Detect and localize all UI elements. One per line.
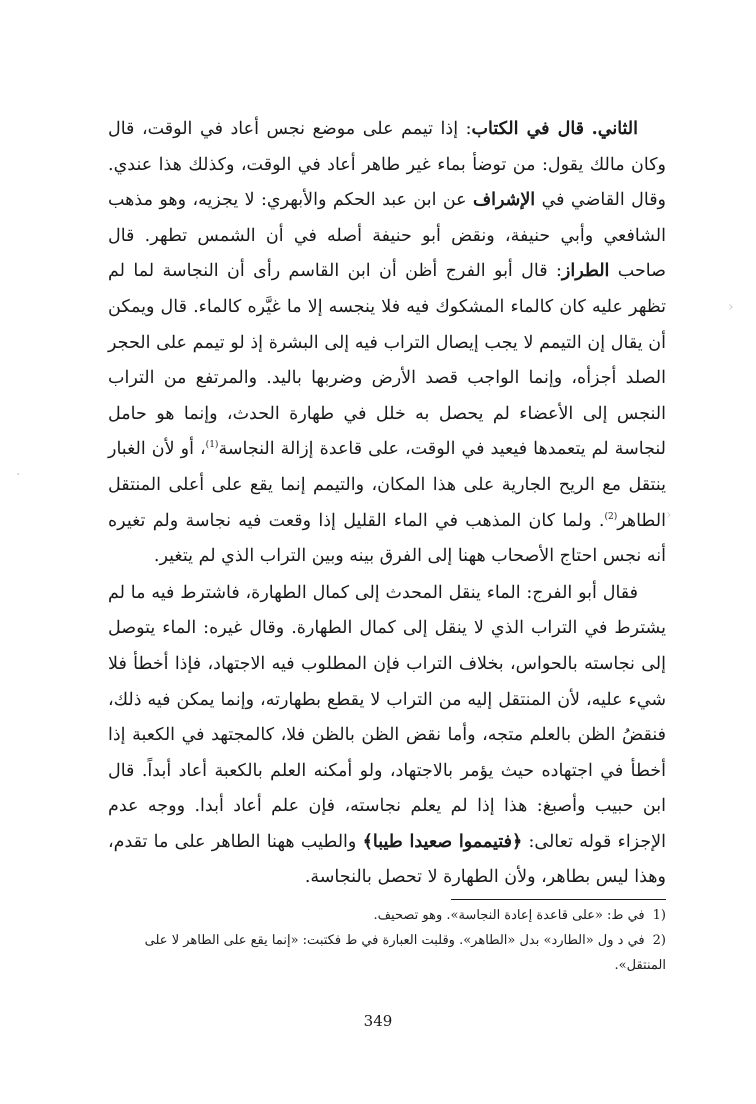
- source-label: قال في الكتاب: [471, 119, 585, 139]
- footnote-text: في ط: «على قاعدة إعادة النجاسة». وهو تصحيف.: [373, 908, 645, 923]
- footnote-ref-2[interactable]: (2): [604, 511, 618, 522]
- page-body: [108, 112, 666, 896]
- paragraph-1-text-c: : قال أبو الفرج أظن أن ابن القاسم رأى أن النجاسة لما لم تظهر عليه كان كالماء المشكوك فيه فلا ينجسه إلا ما غيَّره كالماء. قال ويمكن أن يقال إن التيمم لا يجب إيصال التراب فيه إلى البشرة إذ لو تيمم على الحجر الصلد أجزأه، وإنما الواجب قصد الأرض وضربها باليد. والمرتفع من التراب النجس إلى الأعضاء لم يحصل به خلل في طهارة الحدث، وإنما هو حامل لنجاسة لم يتعمدها فيعيد في الوقت، على قاعدة إزالة النجاسة: [108, 261, 666, 460]
- paragraph-2-text-a: فقال أبو الفرج: الماء ينقل المحدث إلى كمال الطهارة، فاشترط فيه ما لم يشترط في التراب الذي لا ينقل إلى كمال الطهارة. وقال غيره: الماء يتوصل إلى نجاسته بالحواس، بخلاف التراب فإن المطلوب فيه الاجتهاد، فإذا أخطأ فلا شيء عليه، لأن المنتقل إليه من التراب لا يقطع بطهارته، وإنما يمكن فيه ذلك، فنقضُ الظن بالعلم متجه، وأما نقض الظن بالظن فلا، كالمجتهد في الكعبة إذا أخطأ في اجتهاده حيث يؤمر بالاجتهاد، ولو أمكنه العلم بالكعبة أعاد أبداً. قال ابن حبيب وأصبغ: هذا إذا لم يعلم نجاسته، فإن علم أعاد أبدا. ووجه عدم الإجزاء قوله تعالى:: [108, 582, 666, 852]
- paragraph-2: [108, 576, 666, 896]
- paragraph-2-text-b: والطيب ههنا الطاهر على ما تقدم، وهذا ليس بطاهر، ولأن الطهارة لا تحصل بالنجاسة.: [108, 831, 666, 888]
- footnote-text: في د ول «الطارد» بدل «الطاهر». وقلبت العبارة في ط فكتبت: «إنما يقع على الطاهر لا على المنتقل».: [144, 933, 666, 973]
- book-title-tiraz: الطراز: [561, 261, 610, 282]
- paragraph-1-text-d: ، أو لأن الغبار ينتقل مع الريح الجارية على هذا المكان، والتيمم إنما يقع على أعلى المنتقل الطاهر: [108, 439, 666, 531]
- page-number: 349: [363, 1012, 393, 1030]
- paragraph-1: [108, 112, 666, 575]
- footnotes: [108, 903, 666, 978]
- section-lead: الثاني.: [591, 119, 638, 139]
- footnote-divider: [451, 899, 666, 900]
- margin-tick-mark: ‹: [728, 299, 734, 315]
- quran-verse: ﴿فتيمموا صعيدا طيبا﴾: [362, 831, 523, 852]
- footnote-number: (2: [652, 933, 666, 948]
- footnote-number: (1: [652, 908, 666, 923]
- paragraph-1-text-e: . ولما كان المذهب في الماء القليل إذا وقعت فيه نجاسة ولم تغيره أنه نجس احتاج الأصحاب ههنا إلى الفرق بينه وبين التراب الذي لم يتغير.: [108, 510, 666, 567]
- margin-tick-mark: ‹: [666, 507, 672, 523]
- paragraph-1-text-a: : إذا تيمم على موضع نجس أعاد في الوقت، قال وكان مالك يقول: من توضأ بماء غير طاهر أعاد في الوقت، وكذلك هذا عندي. وقال القاضي في: [108, 119, 667, 211]
- footnote-1: [108, 903, 666, 928]
- footnote-2: [108, 928, 666, 978]
- book-title-ishraf: الإشراف: [473, 190, 536, 211]
- footnote-ref-1[interactable]: (1): [205, 440, 219, 451]
- paragraph-1-text-b: عن ابن عبد الحكم والأبهري: لا يجزيه، وهو مذهب الشافعي وأبي حنيفة، ونقض أبو حنيفة أصله في أن الشمس تطهر. قال صاحب: [108, 190, 666, 282]
- margin-tick-mark: ·: [16, 467, 21, 483]
